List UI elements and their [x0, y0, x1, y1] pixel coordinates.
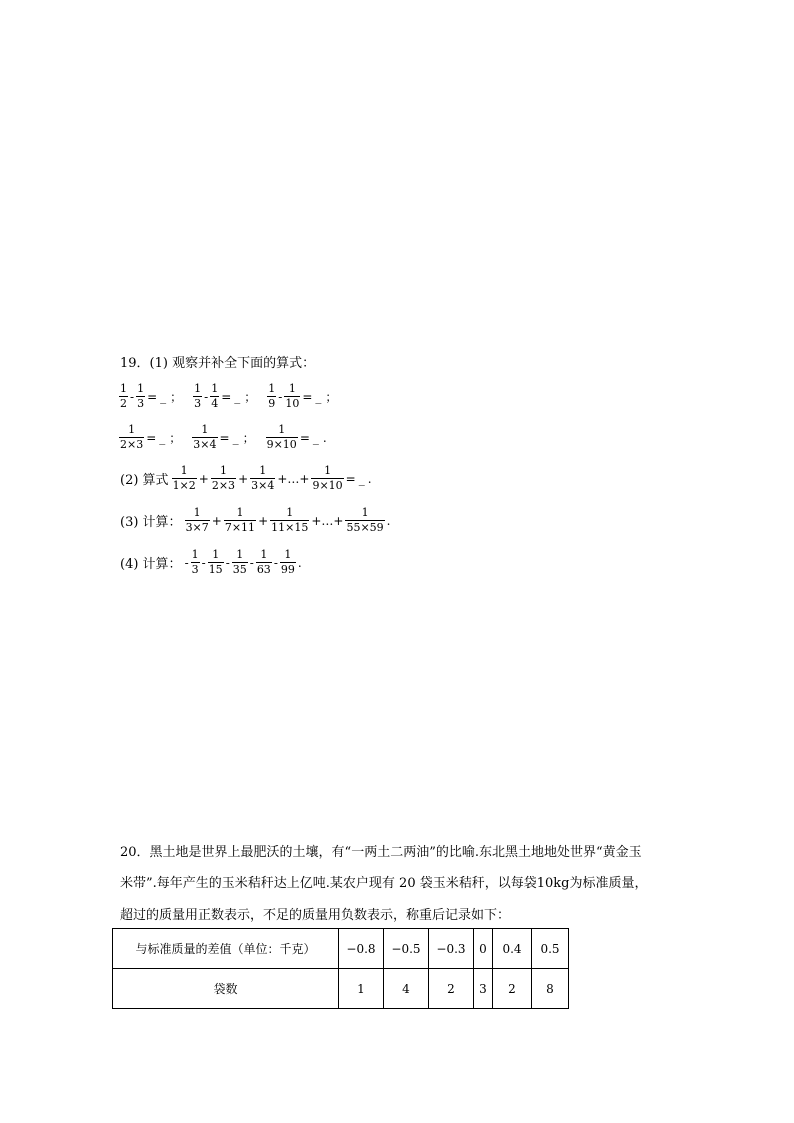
fraction: $\frac{1}{9}$	[268, 382, 276, 410]
q19-part2: (2) 算式 $\frac{1}{1\times 2}$ + $\frac{1}{2\times 3}$ + $\frac{1}{3\times 4}$ +…+ $\frac{1}{9\times 10}$ = _ .	[120, 464, 372, 492]
table-cell: −0.3	[429, 929, 474, 969]
table-cell: −0.5	[384, 929, 429, 969]
fraction: $\frac{1}{3}$	[137, 382, 145, 410]
fraction: $\frac{1}{7\times 11}$	[224, 506, 256, 534]
fraction: $\frac{1}{3\times 4}$	[193, 423, 217, 451]
fraction: $\frac{1}{2\times 3}$	[120, 423, 144, 451]
q20-line1: 20．黑土地是世界上最肥沃的土壤，有“一两土二两油”的比喻.东北黑土地地处世界“黄金玉	[120, 845, 642, 860]
table-header-cell: 袋数	[113, 969, 339, 1009]
answer-blank: _	[159, 430, 166, 445]
q20-line3: 超过的质量用正数表示，不足的质量用负数表示，称重后记录如下：	[120, 908, 511, 923]
q19-title: 19．(1) 观察并补全下面的算式：	[120, 356, 316, 371]
answer-blank: _	[160, 389, 167, 404]
table-cell: 8	[532, 969, 569, 1009]
table-cell: 1	[339, 969, 384, 1009]
fraction: $\frac{1}{99}$	[280, 548, 295, 576]
fraction: $\frac{1}{4}$	[211, 382, 219, 410]
answer-blank: _	[315, 389, 322, 404]
fraction: $\frac{1}{11\times 15}$	[271, 506, 309, 534]
table-cell: 2	[429, 969, 474, 1009]
q19-part3: (3) 计算： $\frac{1}{3\times 7}$ + $\frac{1}{7\times 11}$ + $\frac{1}{11\times 15}$ +…+ $\frac{1}{55\times 59}$ .	[120, 506, 391, 534]
q20-line2: 米带”.每年产生的玉米秸秆达上亿吨.某农户现有 20 袋玉米秸秆，以每袋10kg为标准质量，	[120, 876, 648, 891]
table-cell: −0.8	[339, 929, 384, 969]
fraction: $\frac{1}{1\times 2}$	[172, 464, 196, 492]
table-cell: 0.5	[532, 929, 569, 969]
answer-blank: _	[232, 430, 239, 445]
fraction: $\frac{1}{63}$	[256, 548, 271, 576]
fraction: $\frac{1}{9\times 10}$	[266, 423, 297, 451]
q19-row2: $\frac{1}{2\times 3}$ = _ ； $\frac{1}{3\times 4}$ = _ ； $\frac{1}{9\times 10}$ = _ .	[120, 423, 327, 451]
answer-blank: _	[312, 430, 319, 445]
fraction: $\frac{1}{15}$	[208, 548, 223, 576]
table-cell: 0.4	[493, 929, 532, 969]
data-table	[112, 928, 569, 1009]
fraction: $\frac{1}{2\times 3}$	[211, 464, 236, 492]
table-cell: 4	[384, 969, 429, 1009]
fraction: $\frac{1}{3\times 7}$	[185, 506, 209, 534]
answer-blank: _	[234, 389, 241, 404]
fraction: $\frac{1}{35}$	[232, 548, 247, 576]
fraction: $\frac{1}{3}$	[191, 548, 199, 576]
table-row	[113, 969, 569, 1009]
fraction: $\frac{1}{3}$	[194, 382, 202, 410]
fraction: $\frac{1}{2}$	[120, 382, 127, 410]
answer-blank: _	[358, 471, 365, 486]
fraction: $\frac{1}{55\times 59}$	[346, 506, 384, 534]
table-header-cell: 与标准质量的差值（单位：千克）	[113, 929, 339, 969]
table-cell: 0	[474, 929, 493, 969]
fraction: $\frac{1}{3\times 4}$	[251, 464, 275, 492]
fraction: $\frac{1}{9\times 10}$	[312, 464, 343, 492]
table-cell: 2	[493, 969, 532, 1009]
q19-row1: $\frac{1}{2}$ - $\frac{1}{3}$ = _ ； $\frac{1}{3}$ - $\frac{1}{4}$ = _ ； $\frac{1}{9}$ - $\frac{1}{10}$ = _ ；	[120, 382, 338, 410]
table-cell: 3	[474, 969, 493, 1009]
fraction: $\frac{1}{10}$	[285, 382, 300, 410]
q19-part4: (4) 计算： - $\frac{1}{3}$ - $\frac{1}{15}$ - $\frac{1}{35}$ - $\frac{1}{63}$ - $\frac{1}{99}$ .	[120, 548, 302, 576]
table-row	[113, 929, 569, 969]
